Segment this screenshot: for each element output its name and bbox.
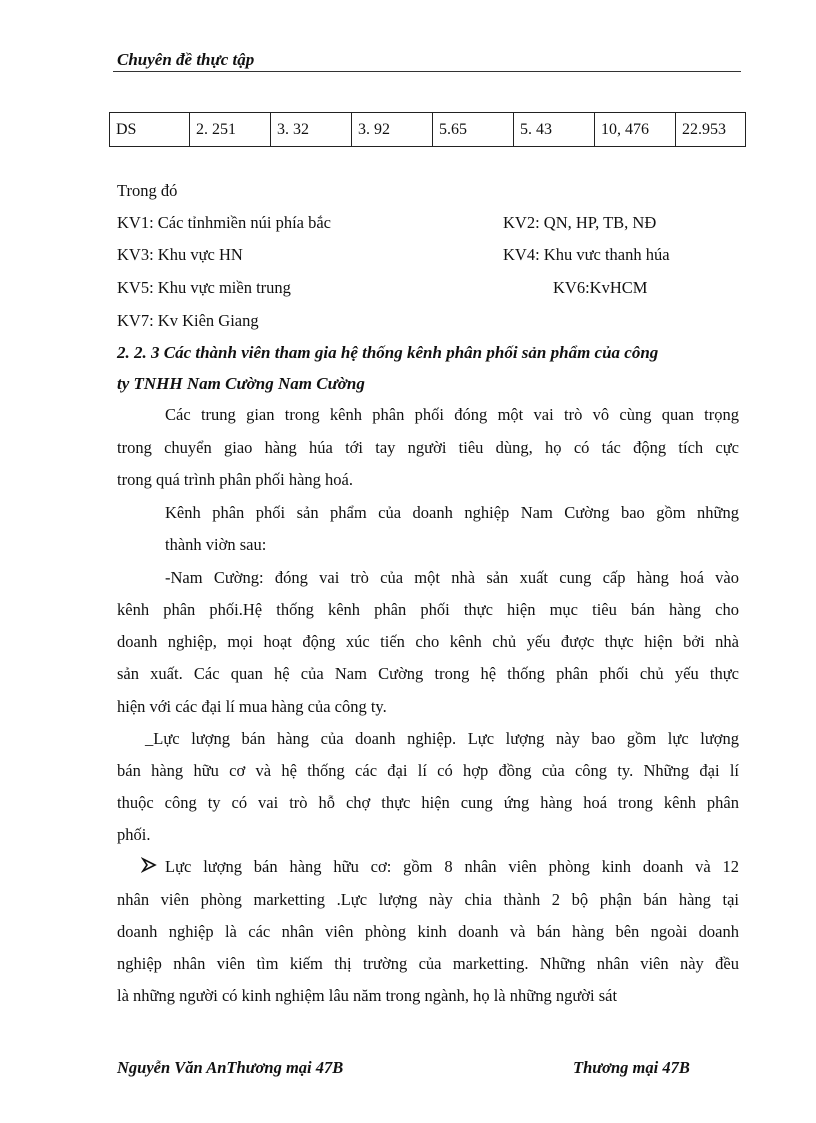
legend-kv1: KV1: Các tỉnhmiền núi phía bắc [117, 213, 331, 232]
table-cell: 3. 92 [352, 113, 433, 147]
arrow-bullet-icon [141, 857, 157, 873]
paragraph-line: kênh phân phối.Hệ thống kênh phân phối thực hiện mục tiêu bán hàng cho [117, 600, 739, 619]
paragraph-line: nhân viên phòng marketting .Lực lượng này chia thành 2 bộ phận bán hàng tại [117, 890, 739, 909]
paragraph-line: hiện với các đại lí mua hàng của công ty. [117, 697, 387, 716]
legend-kv4: KV4: Khu vưc thanh húa [503, 245, 670, 264]
paragraph-line: thuộc công ty có vai trò hỗ chợ thực hiện cung ứng hàng hoá trong kênh phân [117, 793, 739, 812]
legend-kv5: KV5: Khu vực miền trung [117, 278, 291, 297]
header-divider [113, 71, 741, 72]
table-cell: 5.65 [433, 113, 514, 147]
paragraph-line: doanh nghiệp, mọi hoạt động xúc tiến cho kênh chủ yếu được thực hiện bởi nhà [117, 632, 739, 651]
section-heading-line1: 2. 2. 3 Các thành viên tham gia hệ thống kênh phân phối sản phẩm của công [117, 343, 659, 362]
paragraph-line: trong chuyển giao hàng húa tới tay người tiêu dùng, họ có tác động tích cực [117, 438, 739, 457]
footer-left: Nguyễn Văn AnThương mại 47B [117, 1058, 344, 1077]
paragraph-line: doanh nghiệp là các nhân viên phòng kinh doanh và bán hàng bên ngoài doanh [117, 922, 739, 941]
paragraph-line: _Lực lượng bán hàng của doanh nghiệp. Lực lượng này bao gồm lực lượng [145, 729, 739, 748]
paragraph-line: Lực lượng bán hàng hữu cơ: gồm 8 nhân viên phòng kinh doanh và 12 [165, 857, 739, 876]
footer-right: Thương mại 47B [573, 1058, 690, 1077]
table-cell: 5. 43 [514, 113, 595, 147]
paragraph-line: thành viờn sau: [165, 535, 267, 554]
page-header-title: Chuyên đề thực tập [117, 50, 255, 69]
table-cell: 3. 32 [271, 113, 352, 147]
table-cell: 2. 251 [190, 113, 271, 147]
paragraph-line: sản xuất. Các quan hệ của Nam Cường trong hệ thống phân phối chủ yếu thực [117, 664, 739, 683]
table-cell: 22.953 [676, 113, 746, 147]
paragraph-line: phối. [117, 825, 151, 844]
legend-kv3: KV3: Khu vực HN [117, 245, 243, 264]
legend-kv2: KV2: QN, HP, TB, NĐ [503, 213, 657, 232]
table-cell: 10, 476 [595, 113, 676, 147]
paragraph-line: Kênh phân phối sản phẩm của doanh nghiệp Nam Cường bao gồm những [165, 503, 739, 522]
paragraph-line: Các trung gian trong kênh phân phối đóng một vai trò vô cùng quan trọng [165, 405, 739, 424]
paragraph-line: -Nam Cường: đóng vai trò của một nhà sản xuất cung cấp hàng hoá vào [165, 568, 739, 587]
table-row [110, 113, 746, 147]
paragraph-line: bán hàng hữu cơ và hệ thống các đại lí có hợp đồng của công ty. Những đại lí [117, 761, 739, 780]
paragraph-line: nghiệp nhân viên tìm kiếm thị trường của marketting. Những nhân viên này đều [117, 954, 739, 973]
table-cell: DS [110, 113, 190, 147]
legend-kv7: KV7: Kv Kiên Giang [117, 311, 259, 330]
legend-intro: Trong đó [117, 181, 178, 200]
paragraph-line: là những người có kinh nghiệm lâu năm trong ngành, họ là những người sát [117, 986, 618, 1005]
section-heading-line2: ty TNHH Nam Cường Nam Cường [117, 374, 365, 393]
ds-table [109, 112, 746, 147]
paragraph-line: trong quá trình phân phối hàng hoá. [117, 470, 353, 489]
legend-kv6: KV6:KvHCM [553, 278, 648, 297]
